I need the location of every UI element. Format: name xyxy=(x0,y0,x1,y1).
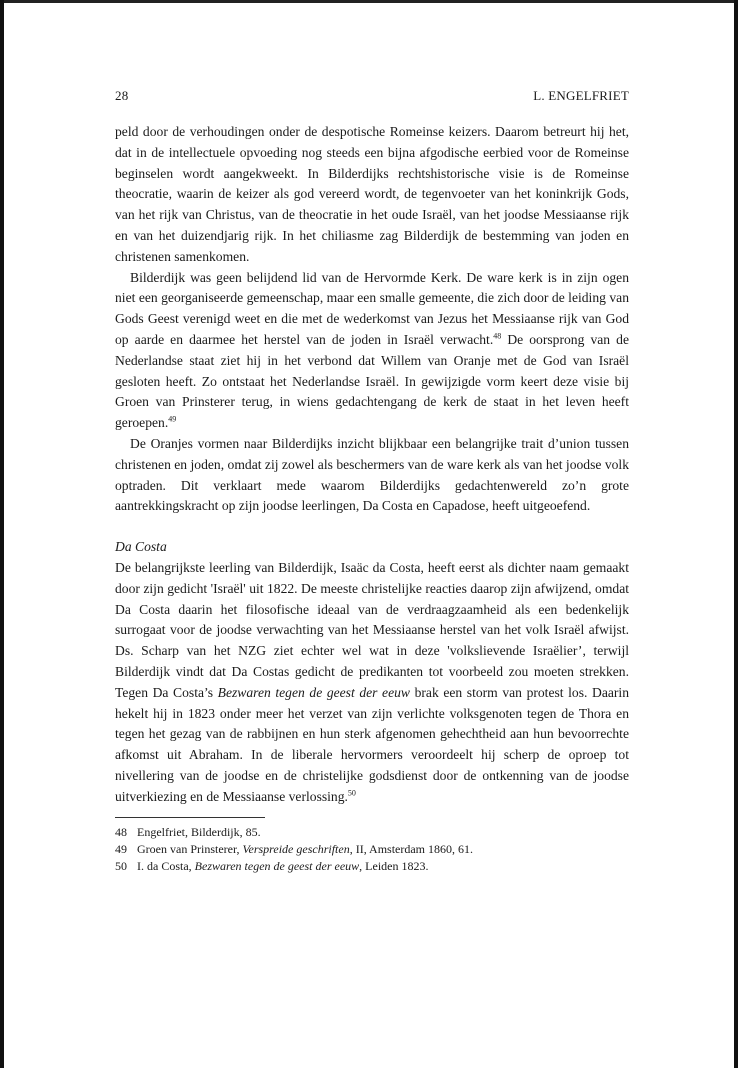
footnote-text xyxy=(137,841,473,858)
footnote-text xyxy=(137,858,429,875)
footnote-rule xyxy=(115,817,265,818)
section-heading: Da Costa xyxy=(115,539,167,555)
footnote-text xyxy=(137,824,261,841)
footnote-ref: 49 xyxy=(168,414,177,424)
text-run: , II, Amsterdam 1860, 61. xyxy=(349,841,474,856)
footnote-ref: 50 xyxy=(347,788,356,798)
footnote-ref: 48 xyxy=(493,331,502,341)
scan-border-right xyxy=(734,0,738,1068)
footnotes xyxy=(115,824,629,875)
footnote xyxy=(115,841,629,858)
italic-title: Verspreide geschriften xyxy=(242,841,350,856)
text-run: De belangrijkste leerling van Bilderdijk, Isaäc da Costa, heeft eerst als dichter naam gemaakt door zijn gedicht 'Israël' uit 1822. De meeste christelijke reacties daarop zijn afwijzend, omdat Da Costa daarin het filosofische ideaal van de verdraagzaamheid als een bedenkelijk surrogaat voor de joodse verwachting van het Messiaanse herstel van het volk Israël afwijst. Ds. Scharp van het NZG ziet echter wel wat in deze 'volkslievende Israëlier’, terwijl Bilderdijk vindt dat Da Costas gedicht de predikanten tot voorbeeld zou moeten strekken. Tegen Da Costa’s xyxy=(115,559,629,700)
paragraph xyxy=(115,434,629,517)
scan-border-left xyxy=(0,0,4,1068)
italic-title: Bezwaren tegen de geest der eeuw xyxy=(194,858,360,873)
footnote-number: 49 xyxy=(115,841,127,856)
text-run: Bilderdijk was geen belijdend lid van de Hervormde Kerk. De ware kerk is in zijn ogen niet een georganiseerde gemeenschap, maar een smalle gemeente, die zich door de leiding van Gods Geest verenigd weet en die met de wederkomst van Jezus het Messiaanse rijk van God op aarde en daarmee het herstel van de joden in Israël verwacht. xyxy=(115,269,629,347)
footnote-number: 48 xyxy=(115,824,127,839)
text-run: Engelfriet, Bilderdijk, 85. xyxy=(137,824,261,839)
text-run: brak een storm van protest los. Daarin hekelt hij in 1823 onder meer het verzet van zijn verlichte volksgenoten tegen de Thora en tegen het gezag van de rabbijnen en hun sterk afgenomen gehechtheid aan hun bevoorrechte afkomst uit Abraham. In de liberale hervormers veroordeelt hij scherp de oproep tot nivellering van de joodse en de christelijke godsdienst door de ontkenning van de joodse uitverkiezing en de Messiaanse verlossing. xyxy=(115,684,629,804)
running-head-author: L. ENGELFRIET xyxy=(533,88,629,103)
paragraph xyxy=(115,122,629,268)
body-text xyxy=(115,122,629,808)
italic-title: Bezwaren tegen de geest der eeuw xyxy=(217,684,410,700)
footnote xyxy=(115,824,629,841)
running-head xyxy=(115,88,629,104)
footnote xyxy=(115,858,629,875)
page xyxy=(115,88,629,875)
paragraph xyxy=(115,558,629,808)
paragraph xyxy=(115,268,629,434)
text-run: peld door de verhoudingen onder de despotische Romeinse keizers. Daarom betreurt hij het, dat in de intellectuele opvoeding nog steeds een bijna afgodische eerbied voor de Romeinse beginselen wordt aangekweekt. In Bilderdijks rechtshistorische visie is de Romeinse theocratie, waarin de keizer als god vereerd wordt, de tegenvoeter van het koninkrijk Gods, van het rijk van Christus, van de theocratie in het oude Israël, van het joodse Messiaanse rijk en van het duizendjarig rijk. In het chiliasme zag Bilderdijk de bestemming van joden en christenen samenkomen. xyxy=(115,124,629,264)
scan-border-top xyxy=(0,0,738,3)
footnote-number: 50 xyxy=(115,858,127,873)
text-run: Groen van Prinsterer, xyxy=(137,841,243,856)
text-run: , Leiden 1823. xyxy=(359,858,429,873)
text-run: De oorsprong van de Nederlandse staat ziet hij in het verbond dat Willem van Oranje met de God van Israël gesloten heeft. Zo ontstaat het Nederlandse Israël. In gewijzigde vorm keert deze visie bij Groen van Prinsterer terug, in wiens gedachtengang de kerk de staat in het leven heeft geroepen. xyxy=(115,331,629,431)
page-number: 28 xyxy=(115,88,129,103)
text-run: I. da Costa, xyxy=(137,858,195,873)
text-run: De Oranjes vormen naar Bilderdijks inzicht blijkbaar een belangrijke trait d’union tussen christenen en joden, omdat zij zowel als beschermers van de ware kerk als van het joodse volk optraden. Dit verklaart mede waarom Bilderdijks gedachtenwereld zo’n grote aantrekkingskracht op zijn joodse leerlingen, Da Costa en Capadose, heeft uitgeoefend. xyxy=(115,435,629,514)
